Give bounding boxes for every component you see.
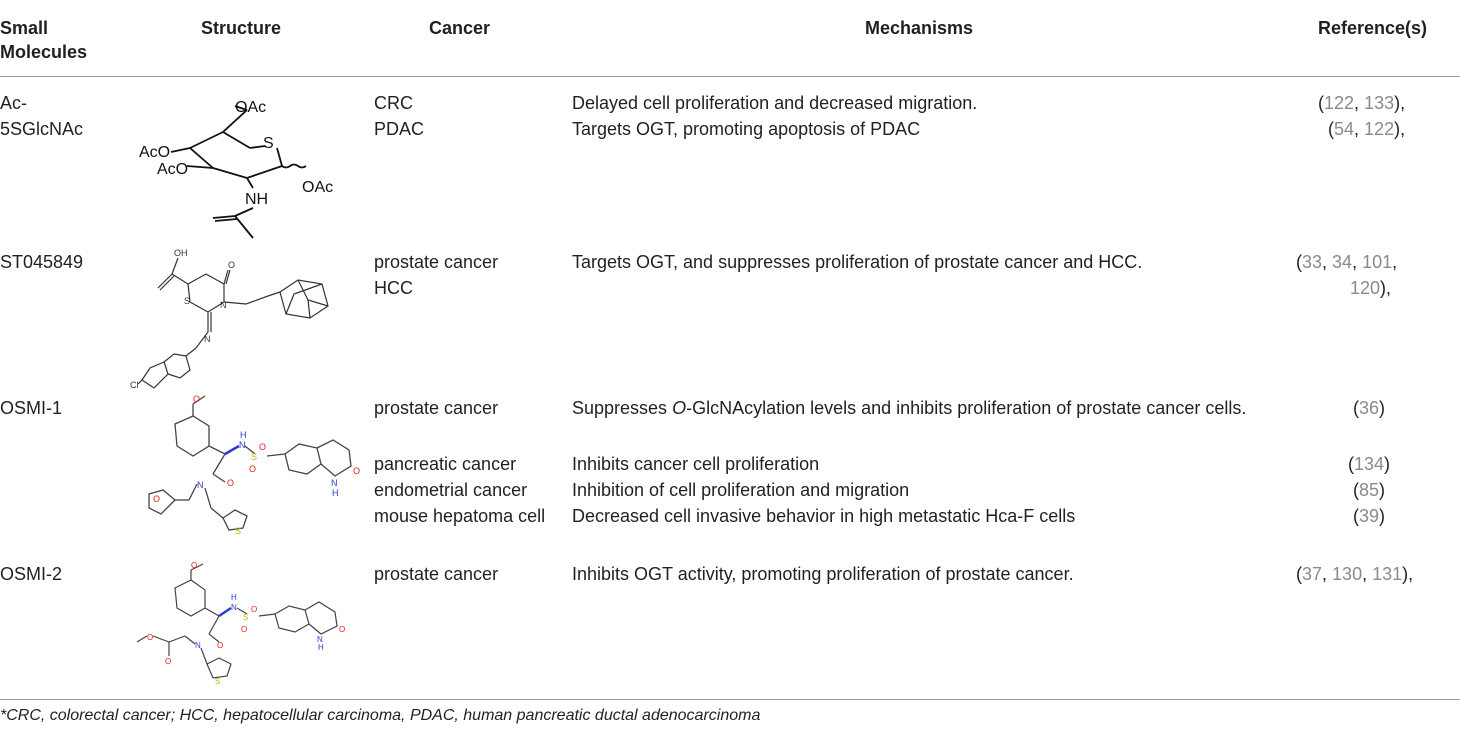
header-references: Reference(s) xyxy=(1318,18,1428,38)
svg-text:N: N xyxy=(195,641,201,650)
svg-text:N: N xyxy=(317,635,323,644)
cancer-label: HCC xyxy=(374,278,413,298)
molecule-name: OSMI-1 xyxy=(0,398,63,418)
svg-text:N: N xyxy=(239,440,246,450)
reference-link[interactable]: 37 xyxy=(1302,564,1323,584)
cancer-label: CRC xyxy=(374,93,413,113)
mechanism-text: Delayed cell proliferation and decreased migration. xyxy=(572,93,978,113)
svg-text:O: O xyxy=(353,466,361,476)
svg-text:H: H xyxy=(240,430,247,440)
svg-text:AcO: AcO xyxy=(139,144,171,161)
reference-link[interactable]: 120 xyxy=(1350,278,1381,298)
structure-st045849 xyxy=(128,244,358,392)
svg-text:OH: OH xyxy=(174,248,188,258)
reference-cell: (134) xyxy=(1348,454,1391,474)
table-footnote: *CRC, colorectal cancer; HCC, hepatocellular carcinoma, PDAC, human pancreatic ductal adenocarcinoma xyxy=(0,707,761,724)
svg-text:S: S xyxy=(263,135,274,152)
molecule-name: ST045849 xyxy=(0,252,84,272)
svg-text:N: N xyxy=(204,334,211,344)
reference-cell: (54, 122), xyxy=(1328,119,1406,139)
molecule-name: OSMI-2 xyxy=(0,564,63,584)
svg-text:Cl: Cl xyxy=(130,380,139,390)
reference-link[interactable]: 33 xyxy=(1302,252,1323,272)
cancer-label: prostate cancer xyxy=(374,252,499,272)
svg-text:N: N xyxy=(331,478,338,488)
svg-text:O: O xyxy=(259,442,267,452)
svg-text:H: H xyxy=(318,643,324,652)
svg-text:O: O xyxy=(339,625,346,634)
svg-text:N: N xyxy=(231,603,237,612)
mechanism-text: Decreased cell invasive behavior in high metastatic Hca-F cells xyxy=(572,506,1076,526)
cancer-label: mouse hepatoma cell xyxy=(374,506,546,526)
svg-text:S: S xyxy=(251,452,258,462)
reference-link[interactable]: 134 xyxy=(1354,454,1385,474)
reference-link[interactable]: 85 xyxy=(1359,480,1380,500)
svg-text:S: S xyxy=(215,677,221,686)
cancer-label: PDAC xyxy=(374,119,425,139)
cancer-label: prostate cancer xyxy=(374,564,499,584)
svg-text:O: O xyxy=(251,605,258,614)
reference-link[interactable]: 131 xyxy=(1372,564,1403,584)
reference-link[interactable]: 122 xyxy=(1324,93,1355,113)
svg-text:OAc: OAc xyxy=(235,99,267,116)
reference-link[interactable]: 130 xyxy=(1332,564,1363,584)
svg-text:O: O xyxy=(191,561,198,570)
svg-text:H: H xyxy=(231,593,237,602)
header-mechanisms: Mechanisms xyxy=(865,18,974,38)
header-small-molecules xyxy=(0,16,110,64)
svg-text:S: S xyxy=(184,296,191,306)
cancer-label: pancreatic cancer xyxy=(374,454,517,474)
header-cancer: Cancer xyxy=(429,18,491,38)
reference-link[interactable]: 122 xyxy=(1364,119,1395,139)
svg-text:O: O xyxy=(241,625,248,634)
reference-cell: (39) xyxy=(1353,506,1386,526)
molecule-name: Ac-5SGlcNAc xyxy=(0,93,84,139)
mechanism-text: Suppresses O-GlcNAcylation levels and inhibits proliferation of prostate cancer cells. xyxy=(572,398,1247,418)
cancer-label: endometrial cancer xyxy=(374,480,528,500)
mechanism-text: Targets OGT, promoting apoptosis of PDAC xyxy=(572,119,921,139)
svg-text:O: O xyxy=(217,641,224,650)
svg-text:N: N xyxy=(197,480,204,490)
svg-text:S: S xyxy=(235,526,242,536)
svg-text:OAc: OAc xyxy=(302,179,334,196)
reference-cell: (33, 34, 101, xyxy=(1296,252,1398,272)
cancer-label: prostate cancer xyxy=(374,398,499,418)
svg-text:N: N xyxy=(220,300,227,310)
structure-ac-5sglcnac xyxy=(135,88,370,246)
svg-text:O: O xyxy=(228,260,236,270)
reference-link[interactable]: 101 xyxy=(1362,252,1393,272)
reference-link[interactable]: 36 xyxy=(1359,398,1380,418)
reference-cell: (85) xyxy=(1353,480,1386,500)
svg-text:O: O xyxy=(147,633,154,642)
header-structure: Structure xyxy=(201,18,282,38)
reference-cell: (37, 130, 131), xyxy=(1296,564,1414,584)
reference-link[interactable]: 39 xyxy=(1359,506,1380,526)
footer-rule xyxy=(0,699,1460,700)
reference-link[interactable]: 133 xyxy=(1364,93,1395,113)
svg-text:O: O xyxy=(193,394,201,404)
svg-text:O: O xyxy=(153,494,161,504)
svg-text:S: S xyxy=(243,613,249,622)
mechanism-text: Inhibits OGT activity, promoting proliferation of prostate cancer. xyxy=(572,564,1074,584)
reference-cell: (122, 133), xyxy=(1318,93,1406,113)
svg-text:AcO: AcO xyxy=(157,161,189,178)
svg-text:O: O xyxy=(165,657,172,666)
header-small-molecules-text: Small Molecules xyxy=(0,18,88,62)
header-rule xyxy=(0,76,1460,77)
structure-osmi-1 xyxy=(135,390,365,550)
reference-link[interactable]: 54 xyxy=(1334,119,1355,139)
mechanism-text: Inhibits cancer cell proliferation xyxy=(572,454,820,474)
mechanism-text: Inhibition of cell proliferation and migration xyxy=(572,480,910,500)
svg-text:O: O xyxy=(249,464,257,474)
svg-text:O: O xyxy=(227,478,235,488)
reference-link[interactable]: 34 xyxy=(1332,252,1353,272)
reference-cell: 120), xyxy=(1350,278,1392,298)
svg-text:H: H xyxy=(332,488,339,498)
reference-cell: (36) xyxy=(1353,398,1386,418)
structure-osmi-2 xyxy=(135,560,365,690)
mechanism-text: Targets OGT, and suppresses proliferation of prostate cancer and HCC. xyxy=(572,252,1143,272)
svg-text:NH: NH xyxy=(245,191,269,208)
